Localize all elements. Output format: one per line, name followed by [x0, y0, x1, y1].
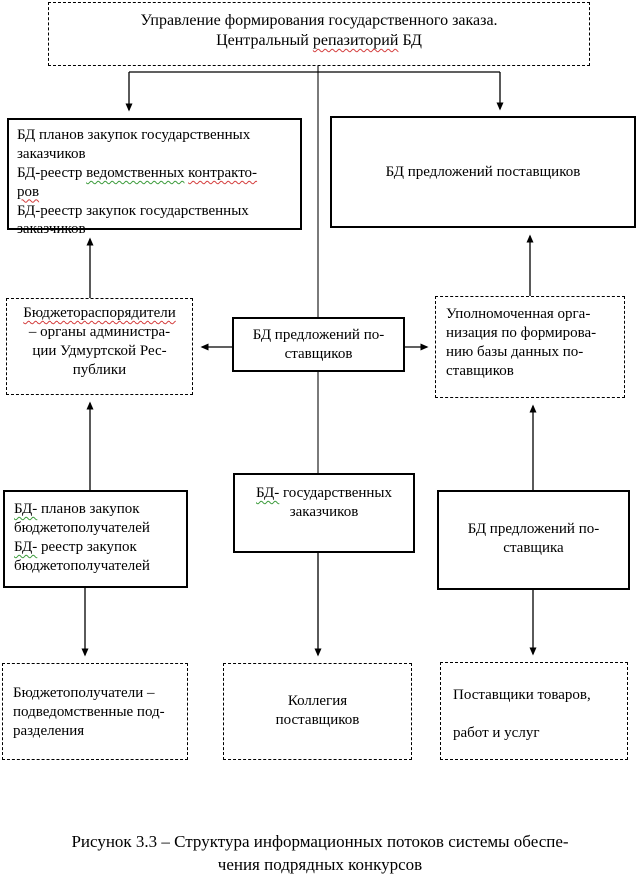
text-line: нию базы данных по- [446, 343, 584, 360]
text-line: Бюджетораспорядители [23, 305, 176, 321]
box-budget-recipients [2, 663, 188, 760]
text-line: ставщика [503, 539, 564, 556]
box-budget-managers [6, 298, 193, 395]
text-line: Поставщики товаров, [453, 687, 591, 703]
text-line: Центральный репазиторий БД [216, 32, 422, 50]
text-line: БД планов закупок государственных [17, 127, 251, 143]
text-line: Коллегия [287, 693, 348, 709]
text-line: БД предложений по- [467, 521, 600, 537]
text-line: разделения [13, 722, 85, 739]
text-line: Рисунок 3.3 – Структура информационных потоков системы обеспе- [71, 832, 569, 851]
text-line: БД- реестр закупок [14, 538, 137, 555]
text-line: подведомственные под- [13, 703, 165, 720]
text-line: низация по формирова- [446, 324, 597, 341]
text-line: – органы администра- [28, 323, 171, 340]
text-line: бюджетополучателей [14, 519, 150, 536]
text-line: ставщиков [446, 362, 514, 379]
box-supplier-offer-db [437, 490, 630, 590]
text-line: БД предложений по- [252, 327, 385, 343]
box-supplier-offers-central [232, 317, 405, 372]
box-goods-suppliers [440, 662, 628, 760]
text-line: заказчиков [17, 145, 86, 162]
text-line: заказчиков [289, 503, 359, 520]
text-line [453, 705, 623, 724]
box-authorized-organization [435, 296, 625, 398]
text-line: БД- государственных [256, 485, 392, 501]
text-line: ров [17, 183, 40, 200]
text-line: ставщиков [284, 345, 353, 362]
box-state-customer-plans-db [7, 118, 302, 238]
text-line: публики [72, 361, 127, 378]
text-line: поставщиков [275, 711, 360, 728]
text-line: БД-реестр закупок государственных [17, 202, 249, 219]
figure-caption [0, 831, 640, 877]
text-line: Бюджетополучатели – [13, 685, 155, 701]
box-suppliers-collegium [223, 663, 412, 760]
text-line: ции Удмуртской Рес- [32, 342, 167, 359]
text-line: БД- планов закупок [14, 501, 140, 517]
box-supplier-offers-db [330, 116, 636, 228]
text-line: работ и услуг [453, 724, 540, 741]
text-line: БД предложений поставщиков [385, 163, 581, 180]
text-line: заказчиков [17, 221, 86, 238]
text-line: чения подрядных конкурсов [217, 854, 423, 874]
box-central-repository [48, 2, 590, 66]
text-line: бюджетополучателей [14, 557, 150, 574]
box-state-customers-db [233, 473, 415, 553]
box-budget-recipient-plans-db [3, 490, 188, 588]
text-line: Уполномоченная орга- [446, 306, 591, 322]
text-line: БД-реестр ведомственных контракто- [17, 164, 258, 181]
text-line: Управление формирования государственного заказа. [140, 12, 498, 29]
